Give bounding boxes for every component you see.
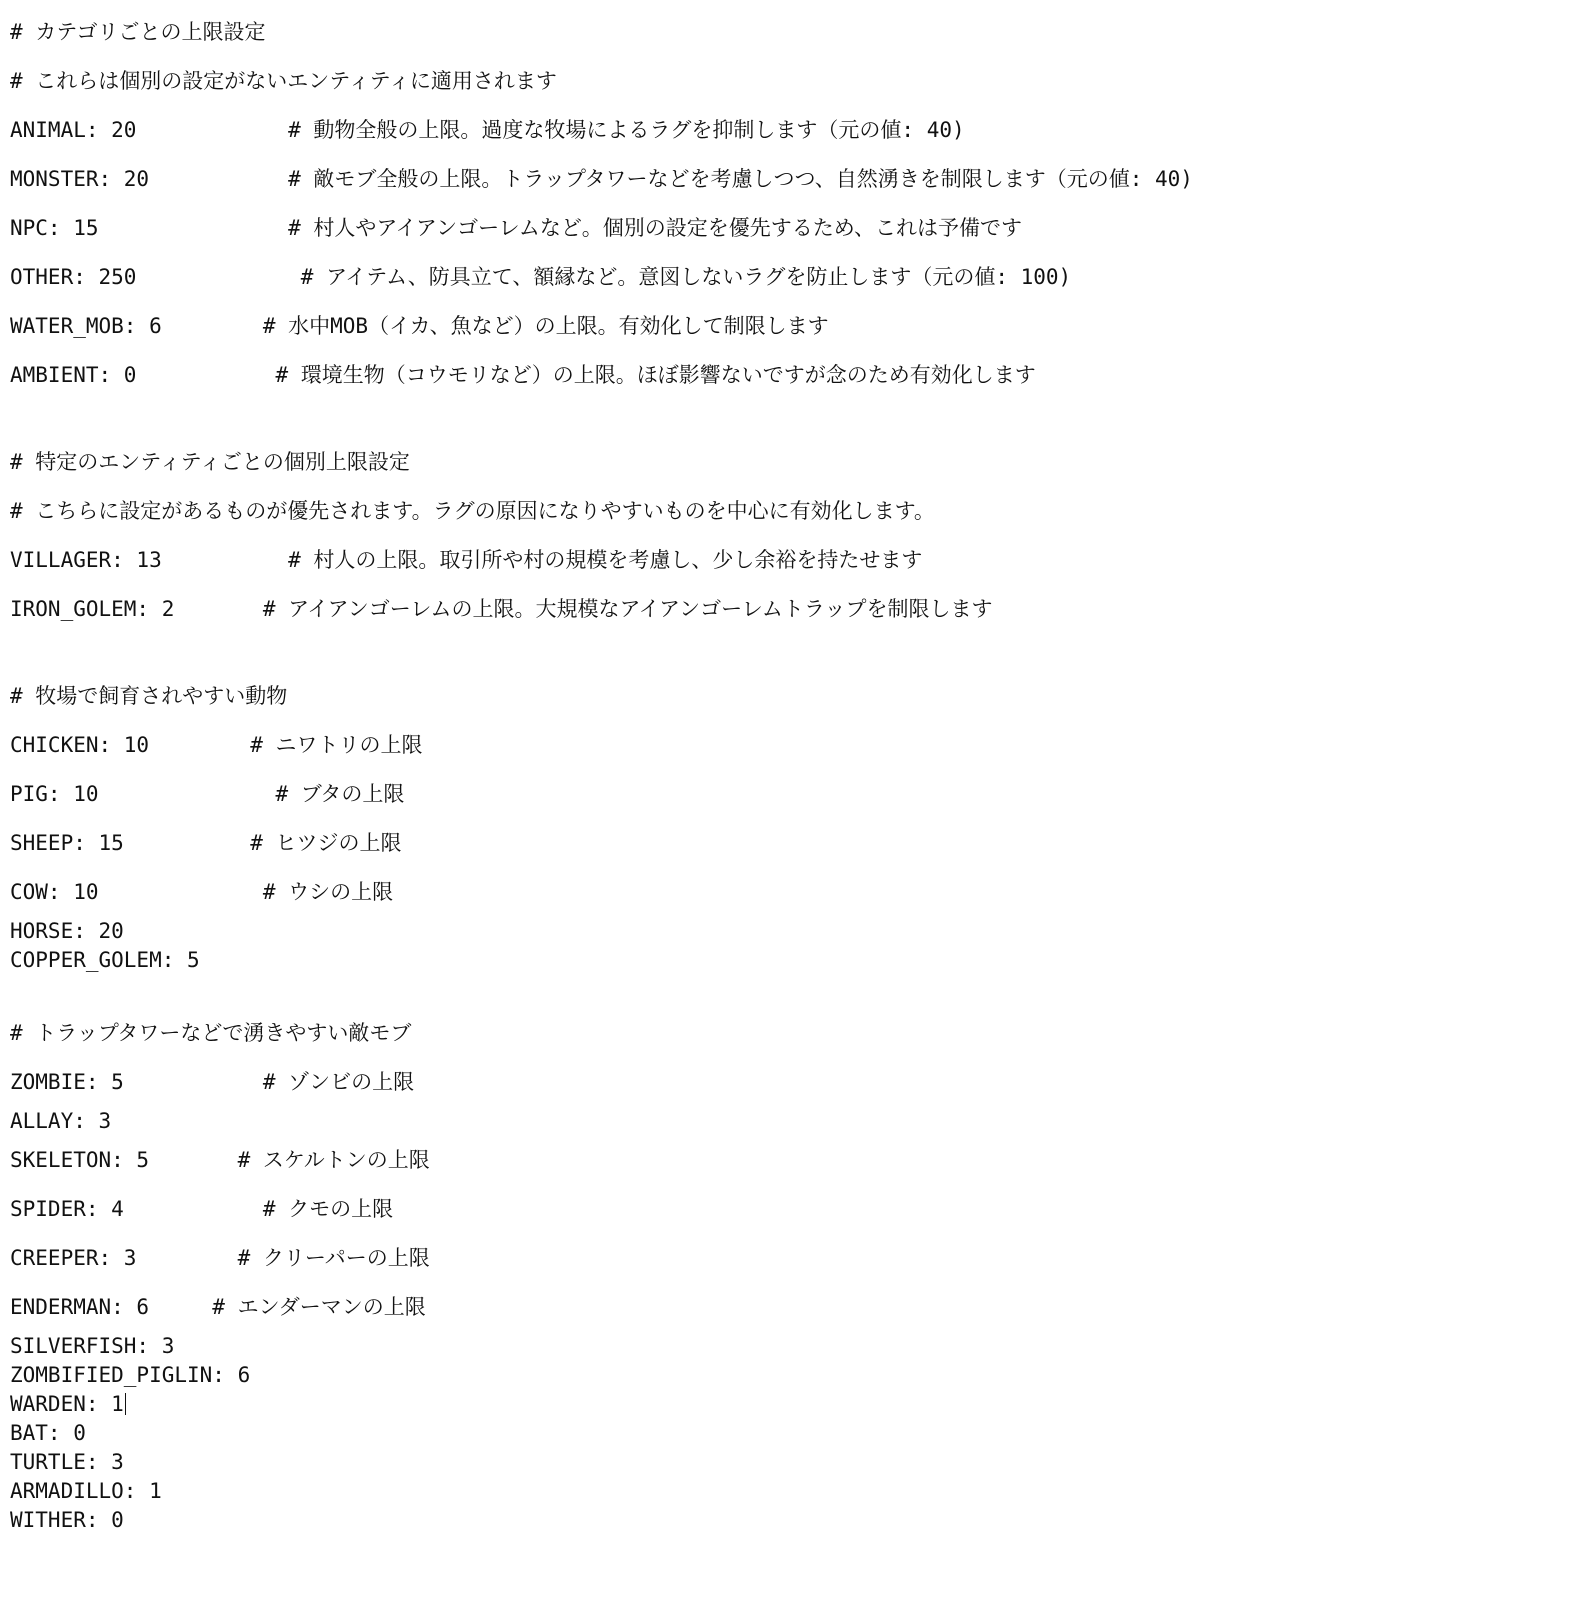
config-line: HORSE: 20 <box>10 919 124 943</box>
blank-line <box>0 634 1595 672</box>
config-line: WATER_MOB: 6 # 水中MOB（イカ、魚など）の上限。有効化して制限します <box>10 314 829 338</box>
config-line: ALLAY: 3 <box>10 1109 112 1133</box>
config-line: TURTLE: 3 <box>10 1450 124 1474</box>
config-line: ENDERMAN: 6 # エンダーマンの上限 <box>10 1295 426 1319</box>
comment-line: # 特定のエンティティごとの個別上限設定 <box>10 450 410 474</box>
config-line: AMBIENT: 0 # 環境生物（コウモリなど）の上限。ほぼ影響ないですが念のため有効化します <box>10 363 1036 387</box>
text-cursor <box>125 1393 126 1415</box>
config-line: VILLAGER: 13 # 村人の上限。取引所や村の規模を考慮し、少し余裕を持たせます <box>10 548 923 572</box>
config-line: NPC: 15 # 村人やアイアンゴーレムなど。個別の設定を優先するため、これは予備です <box>10 216 1022 240</box>
config-line: PIG: 10 # ブタの上限 <box>10 782 405 806</box>
config-line: SPIDER: 4 # クモの上限 <box>10 1197 394 1221</box>
comment-line: # カテゴリごとの上限設定 <box>10 20 266 44</box>
config-line: CHICKEN: 10 # ニワトリの上限 <box>10 733 423 757</box>
config-line: SILVERFISH: 3 <box>10 1334 175 1358</box>
config-line: ANIMAL: 20 # 動物全般の上限。過度な牧場によるラグを抑制します（元の値: 40) <box>10 118 965 142</box>
config-line: ZOMBIFIED_PIGLIN: 6 <box>10 1363 251 1387</box>
comment-line: # 牧場で飼育されやすい動物 <box>10 684 288 708</box>
config-line: ARMADILLO: 1 <box>10 1479 162 1503</box>
config-line: IRON_GOLEM: 2 # アイアンゴーレムの上限。大規模なアイアンゴーレムトラップを制限します <box>10 597 993 621</box>
comment-line: # こちらに設定があるものが優先されます。ラグの原因になりやすいものを中心に有効化します。 <box>10 499 935 523</box>
config-line: SKELETON: 5 # スケルトンの上限 <box>10 1148 430 1172</box>
config-line: OTHER: 250 # アイテム、防具立て、額縁など。意図しないラグを防止します（元の値: 100) <box>10 265 1072 289</box>
config-line: WITHER: 0 <box>10 1508 124 1532</box>
config-line: ZOMBIE: 5 # ゾンビの上限 <box>10 1070 415 1094</box>
config-line: SHEEP: 15 # ヒツジの上限 <box>10 831 402 855</box>
config-line: MONSTER: 20 # 敵モブ全般の上限。トラップタワーなどを考慮しつつ、自然湧きを制限します（元の値: 40) <box>10 167 1193 191</box>
blank-line <box>0 975 1595 1009</box>
config-line: COPPER_GOLEM: 5 <box>10 948 200 972</box>
blank-line <box>0 400 1595 438</box>
comment-line: # トラップタワーなどで湧きやすい敵モブ <box>10 1021 412 1045</box>
config-line <box>0 1390 1595 1419</box>
comment-line: # これらは個別の設定がないエンティティに適用されます <box>10 69 557 93</box>
config-line: BAT: 0 <box>10 1421 86 1445</box>
line-text: WARDEN: 1 <box>10 1392 124 1416</box>
config-line: COW: 10 # ウシの上限 <box>10 880 394 904</box>
config-line: CREEPER: 3 # クリーパーの上限 <box>10 1246 430 1270</box>
